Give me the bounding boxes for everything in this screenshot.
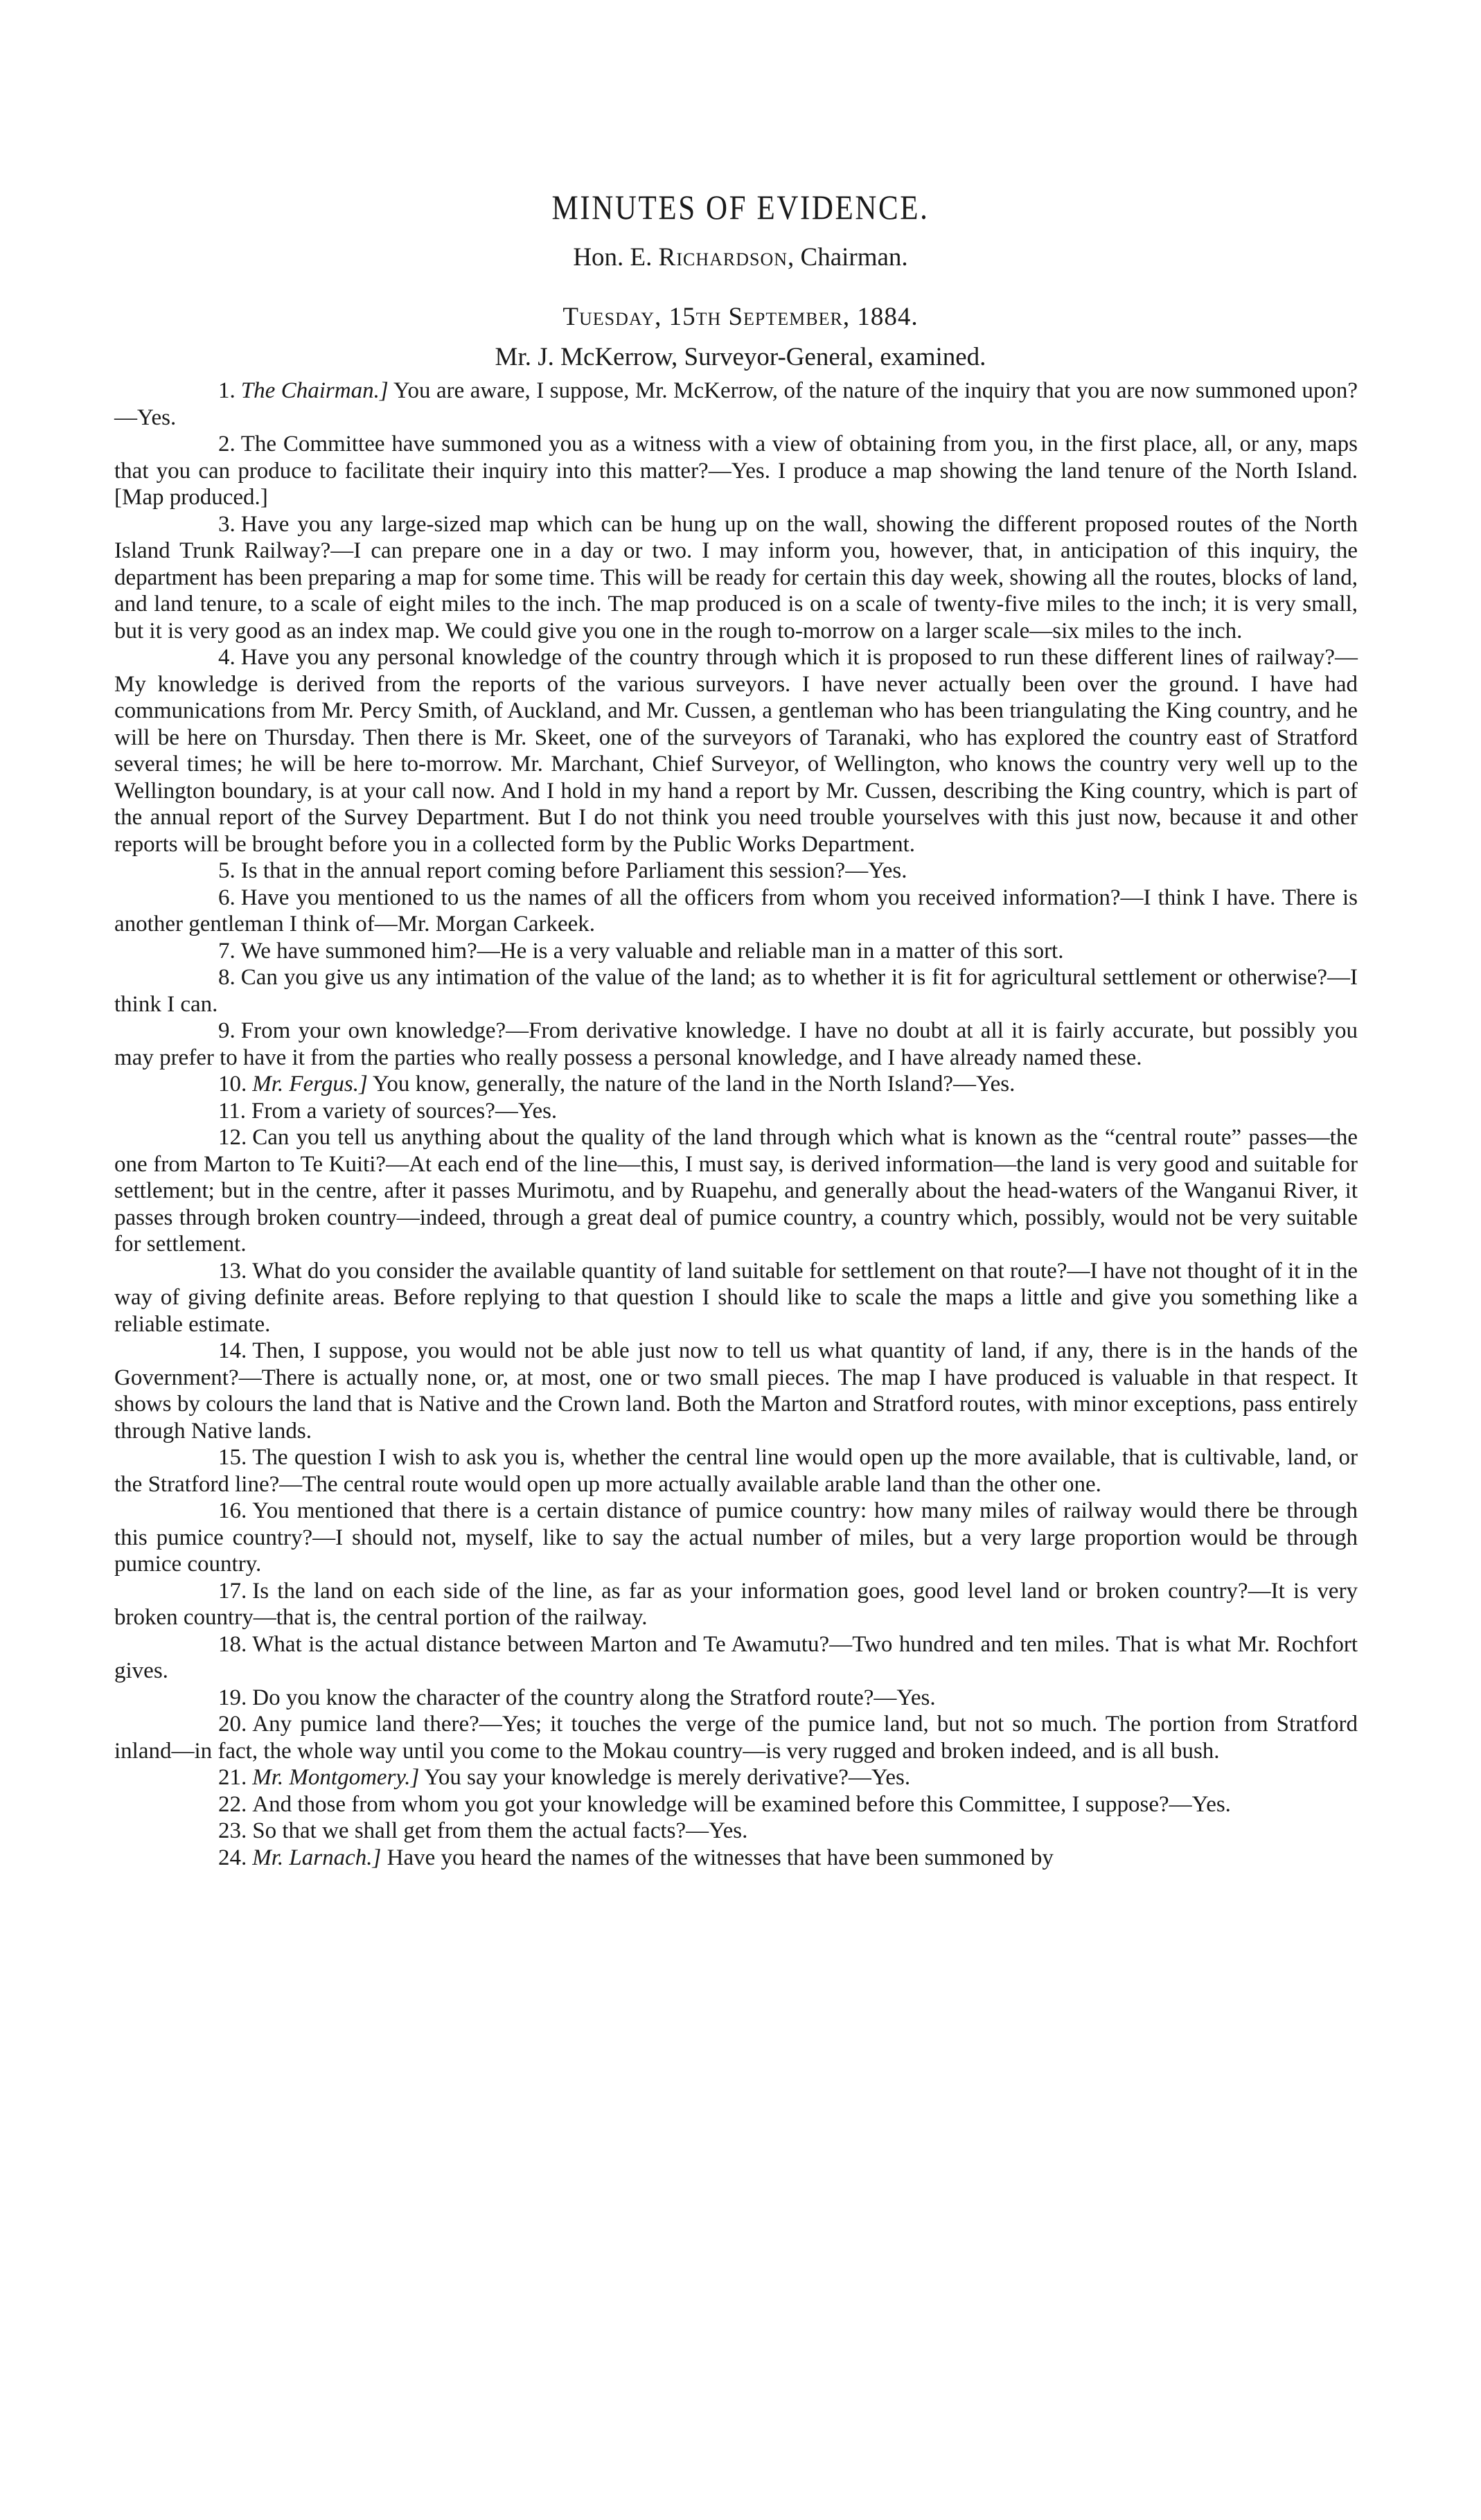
question-2: 2. The Committee have summoned you as a witness with a view of obtaining from you, in the first place, all, or any, maps that you can produce to facilitate their inquiry into this matter?—Yes. I produce a map showing the land tenure of the North Island. [Map produced.] xyxy=(114,432,1358,510)
question-18: 18. What is the actual distance between Marton and Te Awamutu?—Two hundred and ten miles. That is what Mr. Rochfort gives. xyxy=(114,1631,1358,1683)
question-10: 10. Mr. Fergus.] You know, generally, the nature of the land in the North Island?—Yes. xyxy=(218,1072,1016,1097)
question-23: 23. So that we shall get from them the actual facts?—Yes. xyxy=(218,1818,748,1843)
witness-line: Mr. J. McKerrow, Surveyor-General, examined. xyxy=(495,343,986,371)
evidence-body xyxy=(114,378,1358,1871)
question-14: 14. Then, I suppose, you would not be able just now to tell us what quantity of land, if any, there is in the hands of the Government?—There is actually none, or, at most, one or two small pieces. The map I have produced is valuable in that respect. It shows by colours the land that is Native and the Crown land. Both the Marton and Stratford routes, with minor exceptions, pass entirely through Native lands. xyxy=(114,1338,1358,1444)
question-12: 12. Can you tell us anything about the quality of the land through which what is known as the “central route” passes—the one from Marton to Te Kuiti?—At each end of the line—this, I must say, is derived information—the land is very good and suitable for settlement; but in the centre, after it passes Murimotu, and by Ruapehu, and generally about the head-waters of the Wanganui River, it passes through broken country—indeed, through a great deal of pumice country, a country which, possibly, would not be very suitable for settlement. xyxy=(114,1125,1358,1257)
question-3: 3. Have you any large-sized map which can be hung up on the wall, showing the different proposed routes of the North Island Trunk Railway?—I can prepare one in a day or two. I may inform you, however, that, in anticipation of this inquiry, the department has been preparing a map for some time. This will be ready for certain this day week, showing all the routes, blocks of land, and land tenure, to a scale of eight miles to the inch. The map produced is on a scale of twenty-five miles to the inch; it is very small, but it is very good as an index map. We could give you one in the rough to-morrow on a larger scale—six miles to the inch. xyxy=(114,511,1358,644)
chairman-name: Richardson xyxy=(658,243,788,272)
question-15: 15. The question I wish to ask you is, whether the central line would open up the more available, that is cultivable, land, or the Stratford line?—The central route would open up more actually available arable land than the other one. xyxy=(114,1445,1358,1497)
question-19: 19. Do you know the character of the country along the Stratford route?—Yes. xyxy=(218,1685,936,1710)
question-1: 1. The Chairman.] You are aware, I suppose, Mr. McKerrow, of the nature of the inquiry that you are now summoned upon?—Yes. xyxy=(114,378,1358,430)
page-title: MINUTES OF EVIDENCE. xyxy=(551,188,930,227)
session-date: Tuesday, 15th September, 1884. xyxy=(562,303,919,331)
question-11: 11. From a variety of sources?—Yes. xyxy=(218,1098,558,1124)
chairman-suffix: , Chairman. xyxy=(788,243,908,272)
question-5: 5. Is that in the annual report coming before Parliament this session?—Yes. xyxy=(218,858,907,883)
question-4: 4. Have you any personal knowledge of the country through which it is proposed to run these different lines of railway?—My knowledge is derived from the reports of the various surveyors. I have never actually been over the ground. I have had communications from Mr. Percy Smith, of Auckland, and Mr. Cussen, a gentleman who has been triangulating the King country, and he will be here on Thursday. Then there is Mr. Skeet, one of the surveyors of Taranaki, who has explored the country east of Stratford several times; he will be here to-morrow. Mr. Marchant, Chief Surveyor, of Wellington, who knows the country very well up to the Wellington boundary, is at your call now. And I hold in my hand a report by Mr. Cussen, describing the King country, which is part of the annual report of the Survey Department. But I do not think you need trouble yourselves with this just now, because it and other reports will be brought before you in a collected form by the Public Works Department. xyxy=(114,645,1358,857)
question-16: 16. You mentioned that there is a certain distance of pumice country: how many miles of railway would there be through this pumice country?—I should not, myself, like to say the actual number of miles, but a very large proportion would be through pumice country. xyxy=(114,1498,1358,1577)
question-7: 7. We have summoned him?—He is a very valuable and reliable man in a matter of this sort. xyxy=(218,938,1064,964)
chairman-line xyxy=(0,242,1481,272)
question-24: 24. Mr. Larnach.] Have you heard the names of the witnesses that have been summoned by xyxy=(218,1845,1054,1870)
chairman-prefix: Hon. E. xyxy=(573,243,659,272)
question-21: 21. Mr. Montgomery.] You say your knowledge is merely derivative?—Yes. xyxy=(218,1765,911,1790)
question-22: 22. And those from whom you got your knowledge will be examined before this Committee, I suppose?—Yes. xyxy=(218,1791,1231,1817)
question-13: 13. What do you consider the available quantity of land suitable for settlement on that route?—I have not thought of it in the way of giving definite areas. Before replying to that question I should like to scale the maps a little and give you something like a reliable estimate. xyxy=(114,1258,1358,1337)
question-6: 6. Have you mentioned to us the names of all the officers from whom you received information?—I think I have. There is another gentleman I think of—Mr. Morgan Carkeek. xyxy=(114,885,1358,937)
question-8: 8. Can you give us any intimation of the value of the land; as to whether it is fit for agricultural settlement or otherwise?—I think I can. xyxy=(114,965,1358,1017)
question-20: 20. Any pumice land there?—Yes; it touches the verge of the pumice land, but not so much. The portion from Stratford inland—in fact, the whole way until you come to the Mokau country—is very rugged and broken indeed, and is all bush. xyxy=(114,1712,1358,1764)
question-9: 9. From your own knowledge?—From derivative knowledge. I have no doubt at all it is fairly accurate, but possibly you may prefer to have it from the parties who really possess a personal knowledge, and I have already named these. xyxy=(114,1018,1358,1070)
question-17: 17. Is the land on each side of the line, as far as your information goes, good level land or broken country?—It is very broken country—that is, the central portion of the railway. xyxy=(114,1578,1358,1630)
